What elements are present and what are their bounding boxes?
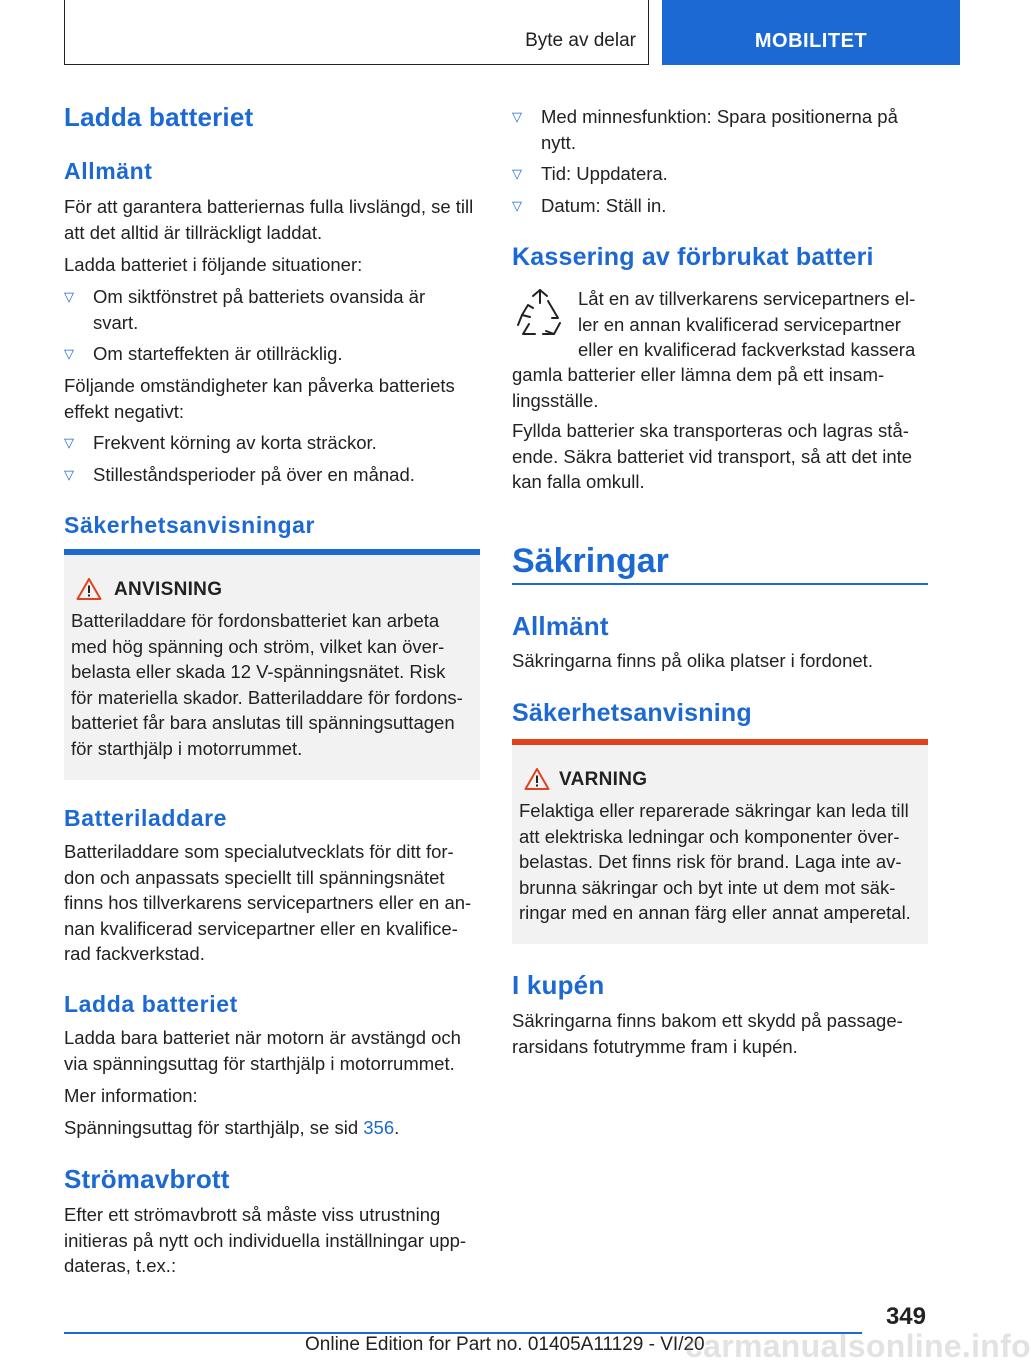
heading-sakerhetsanvisningar: Säkerhetsanvisningar <box>64 512 316 538</box>
varning-notice-box <box>512 739 928 944</box>
varning-label: VARNING <box>559 769 648 790</box>
heading-batteriladdare: Batteriladdare <box>64 805 228 831</box>
paragraph-allmant-sakringar: Säkringarna finns på olika platser i fordonet. <box>512 650 873 671</box>
list-item: ▽ Datum: Ställ in. <box>512 193 666 219</box>
paragraph-stromavbrott: Efter ett strömavbrott så måste viss utrustning initieras på nytt och individuella inställningar upp- dateras, t.ex.: <box>64 1204 467 1276</box>
list-item: ▽ Frekvent körning av korta sträckor. <box>64 430 377 456</box>
triangle-bullet-icon: ▽ <box>512 166 522 181</box>
page-link-356[interactable]: 356 <box>363 1117 395 1138</box>
paragraph-batteriladdare: Batteriladdare som specialutvecklats för ditt for- don och anpassats speciellt till spänningsnätet finns hos tillverkarens servicepartners eller en an- nan kvalificerad servicepartner eller en kvalifice- rad fackverkstad. <box>64 841 472 964</box>
paragraph-reference: Spänningsuttag för starthjälp, se sid 356. <box>64 1117 400 1138</box>
anvisning-notice-box <box>64 549 480 780</box>
triangle-bullet-icon: ▽ <box>64 467 74 482</box>
paragraph-allmant-3: Följande omständigheter kan påverka batteriets effekt negativt: <box>64 375 455 422</box>
paragraph-allmant-2: Ladda batteriet i följande situationer: <box>64 254 363 275</box>
warning-triangle-icon <box>76 577 102 601</box>
paragraph-more-info: Mer information: <box>64 1085 198 1106</box>
list-item: ▽ Om starteffekten är otillräcklig. <box>64 341 343 367</box>
heading-i-kupen: I kupén <box>512 970 605 1000</box>
list-item: ▽ Stilleståndsperioder på över en månad. <box>64 462 415 488</box>
heading-ladda-batteriet: Ladda batteriet <box>64 991 238 1017</box>
heading-kassering: Kassering av förbrukat batteri <box>512 243 874 271</box>
triangle-bullet-icon: ▽ <box>64 289 74 304</box>
page-number: 349 <box>885 1303 926 1330</box>
varning-text: Felaktiga eller reparerade säkringar kan leda till att elektriska ledningar och komponenter över- belastas. Det finns risk för brand. Laga inte av- brunna säkringar och byt inte ut dem mot säk- ringar med en annan färg eller annat amperetal. <box>519 800 911 923</box>
paragraph-allmant-1: För att garantera batteriernas fulla livslängd, se till att det alltid är tillräckligt laddat. <box>64 196 474 243</box>
footer-edition: Online Edition for Part no. 01405A11129 - VI/20 <box>305 1334 705 1355</box>
chapter-title-sakringar: Säkringar <box>512 542 669 580</box>
triangle-bullet-icon: ▽ <box>512 198 522 213</box>
anvisning-label: ANVISNING <box>114 579 223 600</box>
watermark: carmanualsonline.info <box>685 1328 1031 1364</box>
warning-triangle-icon <box>524 767 550 791</box>
paragraph-kassering-wrap: Låt en av tillverkarens servicepartners el- ler en annan kvalificerad servicepartner eller en kvalificerad fackverkstad kassera <box>578 288 916 360</box>
header-chapter-title: MOBILITET <box>754 30 868 52</box>
triangle-bullet-icon: ▽ <box>512 109 522 124</box>
heading-stromavbrott: Strömavbrott <box>64 1164 230 1194</box>
section-title-ladda-batteriet: Ladda batteriet <box>64 102 254 132</box>
heading-sakerhetsanvisning: Säkerhetsanvisning <box>512 699 752 727</box>
anvisning-text: Batteriladdare för fordonsbatteriet kan arbeta med hög spänning och ström, vilket kan över- belasta eller skada 12 V-spänningsnätet. Risk för materiella skador. Batteriladdare för fordons- batteriet får bara anslutas till spänningsuttagen för starthjälp i motorrummet. <box>71 610 463 759</box>
list-item: ▽ Med minnesfunktion: Spara positionerna på nytt. <box>512 106 898 153</box>
triangle-bullet-icon: ▽ <box>64 346 74 361</box>
heading-allmant-sakringar: Allmänt <box>512 611 609 641</box>
header-section-box <box>64 0 649 65</box>
recycling-icon <box>514 287 566 339</box>
list-item: ▽ Om siktfönstret på batteriets ovansida är svart. <box>64 286 426 333</box>
triangle-bullet-icon: ▽ <box>64 435 74 450</box>
title-underline <box>512 583 928 585</box>
header-section-title: Byte av delar <box>525 30 636 51</box>
heading-allmant: Allmänt <box>64 158 153 184</box>
paragraph-ladda: Ladda bara batteriet när motorn är avstängd och via spänningsuttag för starthjälp i motorrummet. <box>64 1027 461 1074</box>
paragraph-i-kupen: Säkringarna finns bakom ett skydd på passage- rarsidans fotutrymme fram i kupén. <box>512 1010 903 1057</box>
paragraph-kassering-2: Fyllda batterier ska transporteras och lagras stå- ende. Säkra batteriet vid transport, så att det inte kan falla omkull. <box>512 420 913 492</box>
header-chapter-tab <box>662 0 960 65</box>
paragraph-kassering-rest: gamla batterier eller lämna dem på ett insam- lingsställe. <box>512 364 885 411</box>
list-item: ▽ Tid: Uppdatera. <box>512 161 668 187</box>
